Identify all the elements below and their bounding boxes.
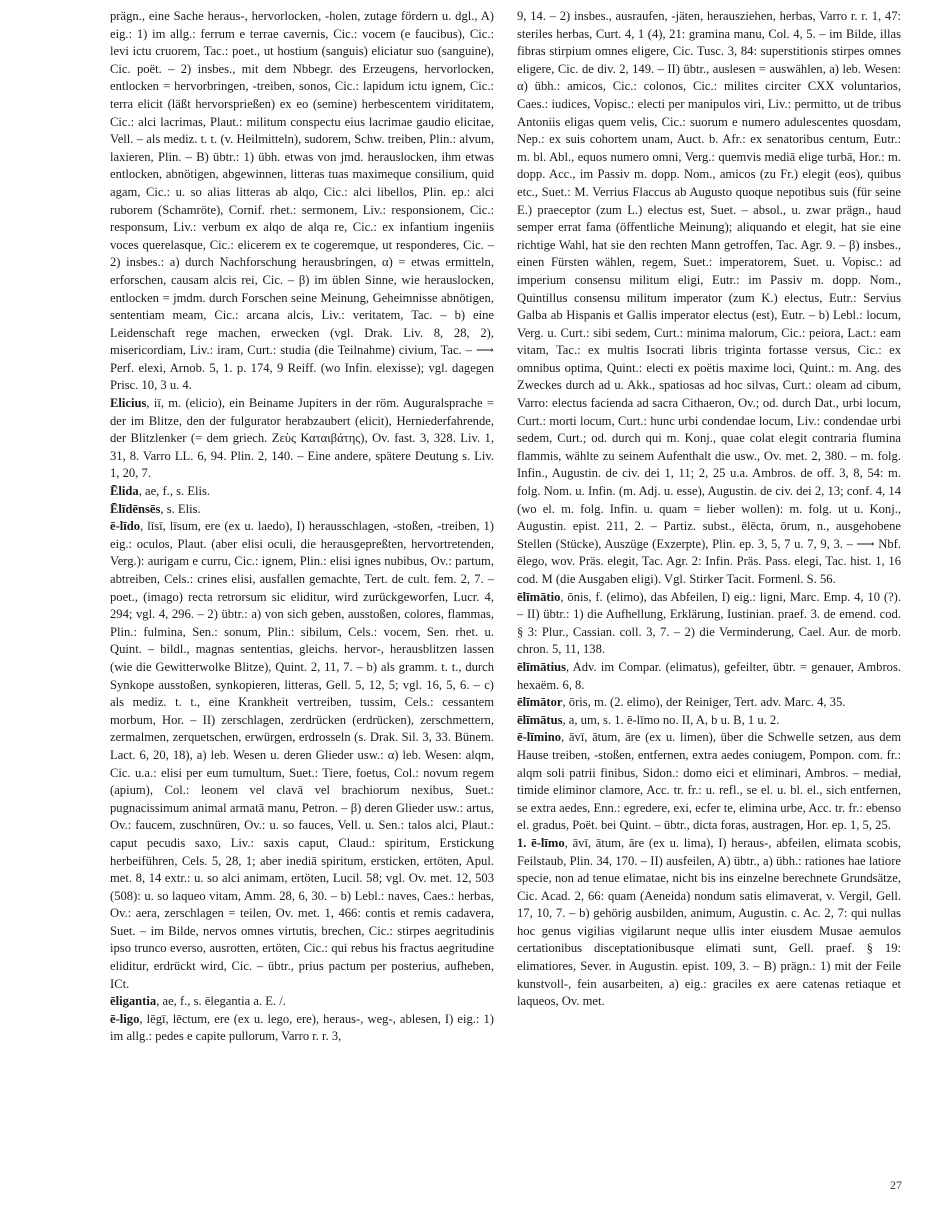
entry-text: , Adv. im Compar. (elimatus), gefeilter, übtr. = genauer, Ambros. hexaëm. 6, 8. (517, 659, 901, 692)
left-column (110, 8, 494, 1046)
right-column (517, 8, 901, 1011)
entry-headword: Elicius (110, 396, 147, 411)
entry-headword: 1. ē-līmo (517, 835, 565, 850)
entry-headword: ē-līdo (110, 519, 141, 534)
dictionary-entry (517, 659, 901, 694)
entry-text: , āvī, ātum, āre (ex u. limen), über die Schwelle setzen, aus dem Hause treiben, -stoßen, entfernen, extra aedes coniugem, Pompon. com. fr.: alqm soli patrii finibus, Sidon.: domo eici et eliminari, Ambros. – mediał, timide eliminor clamore, Acc. tr. fr.: u. refl., se el. u. bl. el., sich entfernen, se extra aedes, Enn.: egredere, exi, ecfer te, elimina urbe, Acc. tr. fr.: ebenso el. gradus, Poët. bei Quint. – übtr., dicta foras, austragen, Hor. ep. 1, 5, 25. (517, 730, 901, 833)
dictionary-entry (110, 1011, 494, 1046)
dictionary-entry (517, 589, 901, 659)
dictionary-entry (110, 501, 494, 519)
entry-headword: Ēlīdēnsēs (110, 501, 161, 516)
dictionary-entry (110, 395, 494, 483)
entry-headword: ēlīmātus (517, 712, 563, 727)
dictionary-entry (110, 993, 494, 1011)
entry-headword: ē-līmino (517, 730, 562, 745)
dictionary-entry (517, 712, 901, 730)
entry-text: , s. Elis. (160, 501, 201, 516)
entry-text: prägn., eine Sache heraus-, hervorlocken, -holen, zutage fördern u. dgl., A) eig.: 1) im allg.: ferrum e terrae cavernis, Cic.: vocem (e faucibus), Cic.: levi ictu cruorem, Tac.: poet., ut hostium (sanguis) eliciatur suo (sanguine), Cic. poët. – 2) insbes., mit dem Nbbegr. des Erzeugens, hervorlocken, entlocken = hervorbringen, -treiben, sonos, Cic.: lapidum ictu ignem, Cic.: terra elicit (läßt hervorsprießen) ex eo (semine) herbescentem viriditatem, Cic.: alci lacrimas, Plaut.: militum conspectu eius lacrimae gaudio elicitae, Vell. – als mediz. t. t. (v. Heilmitteln), sudorem, Schw. treiben, Plin.: alvum, laxieren, Plin. – B) übtr.: 1) übh. etwas von jmd. herauslocken, ihm etwas entlocken, abnötigen, abgewinnen, litteras tuas maximeque consilium, quid agam, Cic.: u. so alias litteras ab alqo, Cic.: alci libellos, Plin. ep.: alci ruborem (Schamröte), Cornif. rhet.: sermonem, Liv.: responsionem, Cic.: responsum, Liv.: verbum ex alqo de alqa re, Cic.: ex infantium ingeniis voces querelasque, Cic.: elicerem ex te cogeremque, ut responderes, Cic. – 2) insbes.: a) durch Nachforschung herausbringen, α) = etwas ermitteln, erforschen, causam alcis rei, Cic. – β) im üblen Sinne, wie herauslocken, entlocken = jmdm. durch Forschen seine Meinung, Geheimnisse abnötigen, sententiam meam, Cic.: arcana alcis, Liv.: veritatem, Tac. – b) eine Leidenschaft rege machen, erwecken (vgl. Drak. Liv. 8, 28, 2), misericordiam, Liv.: iram, Curt.: studia (die Teilnahme) civium, Tac. – ⟶ Perf. elexi, Arnob. 5, 1. p. 174, 9 Reiff. (wo Infin. elexisse); vgl. dagegen Prisc. 10, 3 u. 4. (110, 9, 494, 393)
entry-text: , lēgī, lēctum, ere (ex u. lego, ere), heraus-, weg-, ablesen, I) eig.: 1) im allg.: pedes e capite pullorum, Varro r. r. 3, (110, 1011, 494, 1044)
entry-headword: ēlīmātio (517, 589, 561, 604)
dictionary-entry (517, 835, 901, 1011)
dictionary-entry (110, 483, 494, 501)
entry-text: , a, um, s. 1. ē-līmo no. II, A, b u. B, 1 u. 2. (562, 712, 780, 727)
entry-text: , iī, m. (elicio), ein Beiname Jupiters in der röm. Auguralsprache = der im Blitze, den der fulgurator herabzaubert (elicit), Herniederfahrende, der Blitzlenker (= dem griech. Ζεὺς Καταιβάτης), Ov. fast. 3, 328. Liv. 1, 31, 8. Varro LL. 6, 94. Plin. 2, 140. – Eine andere, spätere Deutung s. Liv. 1, 20, 7. (110, 396, 494, 481)
entry-text: , āvī, ātum, āre (ex u. lima), I) heraus-, abfeilen, elimata scobis, Feilstaub, Plin. 34, 170. – II) ausfeilen, A) übtr., a) übh.: rationes hae latiore specie, non ad tenue elimatae, nicht bis ins einzelne berechnete Grundsätze, Cic. Acad. 2, 66: quam (Aeneida) nondum satis elimaverat, v. Vergil, Gell. 17, 10, 7. – b) gehörig ausbilden, animum, Augustin. c. Ac. 2, 7: qui nullas hoc genus vigilias vigilarunt neque ullis inter eiusdem Musae aemulos certationibus disceptationibusque elimati sunt, Gell. praef. § 19: elimatiores, Sever. in Augustin. epist. 109, 3. – B) prägn.: 1) mit der Feile kunstvoll-, fein ausarbeiten, a) eig.: graciles ex aere catenas retiaque et laqueos, Ov. met. (517, 835, 901, 1009)
dictionary-entry (517, 8, 901, 589)
entry-text: , ae, f., s. ēlegantia a. E. /. (156, 994, 286, 1009)
entry-text: , līsī, līsum, ere (ex u. laedo), I) herausschlagen, -stoßen, -treiben, 1) eig.: oculos, Plaut. (aber elisi oculi, die herausgepreßten, hervortretenden, Verg.): aurigam e curru, Cic.: ignem, Plin.: elisi ignes nubibus, Ov.: partum, abtreiben, Cels.: crines elisi, ausfallen gemachte, Tert. de cult. fem. 2, 7. – poet., (imago) recta retrorsum sic eliditur, wird zurückgeworfen, Lucr. 4, 294; vgl. 4, 296. – 2) übtr.: a) von sich geben, ausstoßen, colores, flammas, Plin.: fulmina, Sen.: sonum, Plin.: sibilum, Cels.: vocem, Sen. rhet. u. Quint. – bildl., magnas sententias, gleichs. hervor-, herausblitzen lassen (wie die Gewitterwolke Blitze), Quint. 2, 11, 7. – b) als gramm. t. t., durch Synkope ausstoßen, synkopieren, litteras, Gell. 5, 12, 5; vgl. 16, 5, 6. – c) als mediz. t. t., eine Krankheit vertreiben, tussim, Cels.: cessantem morbum, Hor. – II) zerschlagen, zerdrücken (erdrücken), zerschmettern, zermalmen, zerquetschen, erwürgen, erdrosseln (s. Drak. Sil. 3, 33. Bünem. Lact. 6, 20, 18), a) leb. Wesen u. deren Glieder usw.: α) leb. Wesen: alqm, Cic. u.a.: elisi per eum tumultum, Suet.: Tiere, foetus, Col.: novum regem (apium), Col.: leonem vel clavā vel brachiorum nexibus, Suet.: pugnacissimum animal armatā manu, Petron. – β) deren Glieder usw.: artus, Ov.: faucem, zuschnüren, Ov.: u. so fauces, Vell. u. Sen.: talos alci, Plaut.: caput pecudis saxo, Liv.: saxis caput, Claud.: spiritum, Erstickung herbeiführen, Cels. 5, 28, 1; aber inediā spiritum, ersticken, ertöten, Apul. met. 8, 14 extr.: u. so alci animam, ertöten, Lucil. 58; vgl. Ov. met. 12, 503 (508): u. so laqueo vitam, Amm. 28, 6, 30. – b) Lebl.: naves, Caes.: herbas, Ov.: aera, zerschlagen = teilen, Ov. met. 1, 466: contis et remis cadavera, Suet. – im Bilde, nervos omnes virtutis, brechen, Cic.: stirpes aegritudinis ipso trunco everso, ausrotten, ertöten, Cic.: qui rebus his fractus aegritudine eliditur, erdrückt wird, Cic. – übtr., prius pactum per posterius, aufheben, ICt. (110, 519, 494, 991)
entry-text: , ōnis, f. (elimo), das Abfeilen, I) eig.: ligni, Marc. Emp. 4, 10 (?). – II) übtr.: 1) die Aufhellung, Erklärung, Iustinian. praef. 3. de emend. cod. § 3: Plur., Cassian. coll. 3, 7. – 2) die Verminderung, Cael. Aur. de morb. chron. 5, 11, 138. (517, 589, 901, 657)
entry-headword: ēlīmātius (517, 659, 566, 674)
entry-headword: ēlīmātor (517, 695, 563, 710)
dictionary-entry (110, 8, 494, 395)
entry-text: 9, 14. – 2) insbes., ausraufen, -jäten, herausziehen, herbas, Varro r. r. 1, 47: steriles herbas, Curt. 4, 1 (4), 21: gramina manu, Col. 4, 5. – im Bilde, illas fibras stirpium omnes eligere, Cic. Tusc. 3, 84: superstitionis stirpes omnes eligere, Cic. de div. 2, 149. – II) übtr., auslesen = auswählen, a) leb. Wesen: α) übh.: amicos, Cic.: colonos, Cic.: milites circiter CXX voluntarios, Caes.: iudices, Vopisc.: electi per manipulos viri, Liv.: permitto, ut de tribus Antoniis eligas quem velis, Cic.: suorum e numero adulescentes quosdam, Nep.: ex suis cohortem unam, Auct. b. Afr.: ex senatoribus centum, Eutr.: m. bl. Abl., equos numero omni, Verg.: quemvis mediā elige turbā, Hor.: m. dopp. Acc., im Passiv m. dopp. Nom., amicos (zu Fr.) elegit (eos), quibus etc., Suet.: M. Verrius Flaccus ab Augusto quoque nepotibus suis (für seine E.) praeceptor (zum L.) electus est, Suet. – absol., u. zwar prägn., haud semper errat fama (öffentliche Meinung); aliquando et elegit, hat sie eine richtige Wahl, hat sie den rechten Mann getroffen, Tac. Agr. 9. – β) insbes., einen Fürsten wählen, regem, Suet.: imperatorem, Suet. u. Vopisc.: ad imperium consensu militum eligi, Eutr.: im Passiv m. dopp. Nom., Quintillus consensu militum imperator (zum K.) electus, Eutr.: Servius Galba ab Hispanis et Gallis imperator electus (est), Eutr. – b) Lebl.: locum, Verg. u. Curt.: sibi sedem, Curt.: minima malorum, Cic.: peiora, Lact.: eam vitam, Tac.: ex multis Isocrati libris triginta fortasse versus, Cic.: ex omnibus optima, Quint.: electi ex poëtis maxime loci, Quint.: m. Ang. des Zweckes durch ad u. Akk., spatiosas ad hoc silvas, Curt.: oleam ad cibum, Varro: electus facienda ad sacra Cithaeron, Ov.; od. durch Dat., urbi locum, Curt.: morti locum, Curt.: hunc urbi condendae locum, Liv.: condendae urbi sedem, Curt.; od. durch qui m. Konj., quae colat elegit contraria flumina flammis, wählte zu seinem Aufenthalt die usw., Ov. met. 2, 380. – m. folg. Infin., Augustin. de civ. dei 1, 11; 2, 25 u.a. Ambros. de off. 3, 8, 54: m. folg. Nom. u. Infin. (m. Adj. u. esse), Augustin. de civ. dei 2, 13; conf. 4, 14 (wo el. m. folg. Infin. u. quam = lieber wollen): m. folg. ut u. Konj., Augustin. epist. 211, 2. – Partiz. subst., ēlēcta, ōrum, n., ausgehobene Stellen (Stücke), Auszüge (Exzerpte), Plin. ep. 3, 5, 7 u. 7, 9, 3. – ⟶ Nbf. ēlego, wov. Präs. elegit, Tac. Agr. 2: Infin. Präs. Pass. elegi, Tac. hist. 1, 16 cod. M (die Ausgaben eligi). Vgl. Stirker Tacit. Formenl. S. 56. (517, 9, 901, 586)
dictionary-entry (110, 518, 494, 993)
entry-headword: Ēlida (110, 484, 139, 499)
entry-text: , ōris, m. (2. elimo), der Reiniger, Tert. adv. Marc. 4, 35. (562, 695, 846, 710)
page-number: 27 (890, 1178, 902, 1192)
entry-headword: ēligantia (110, 994, 157, 1009)
dictionary-entry (517, 729, 901, 835)
entry-headword: ē-ligo (110, 1011, 140, 1026)
entry-text: , ae, f., s. Elis. (138, 484, 211, 499)
dictionary-entry (517, 694, 901, 712)
